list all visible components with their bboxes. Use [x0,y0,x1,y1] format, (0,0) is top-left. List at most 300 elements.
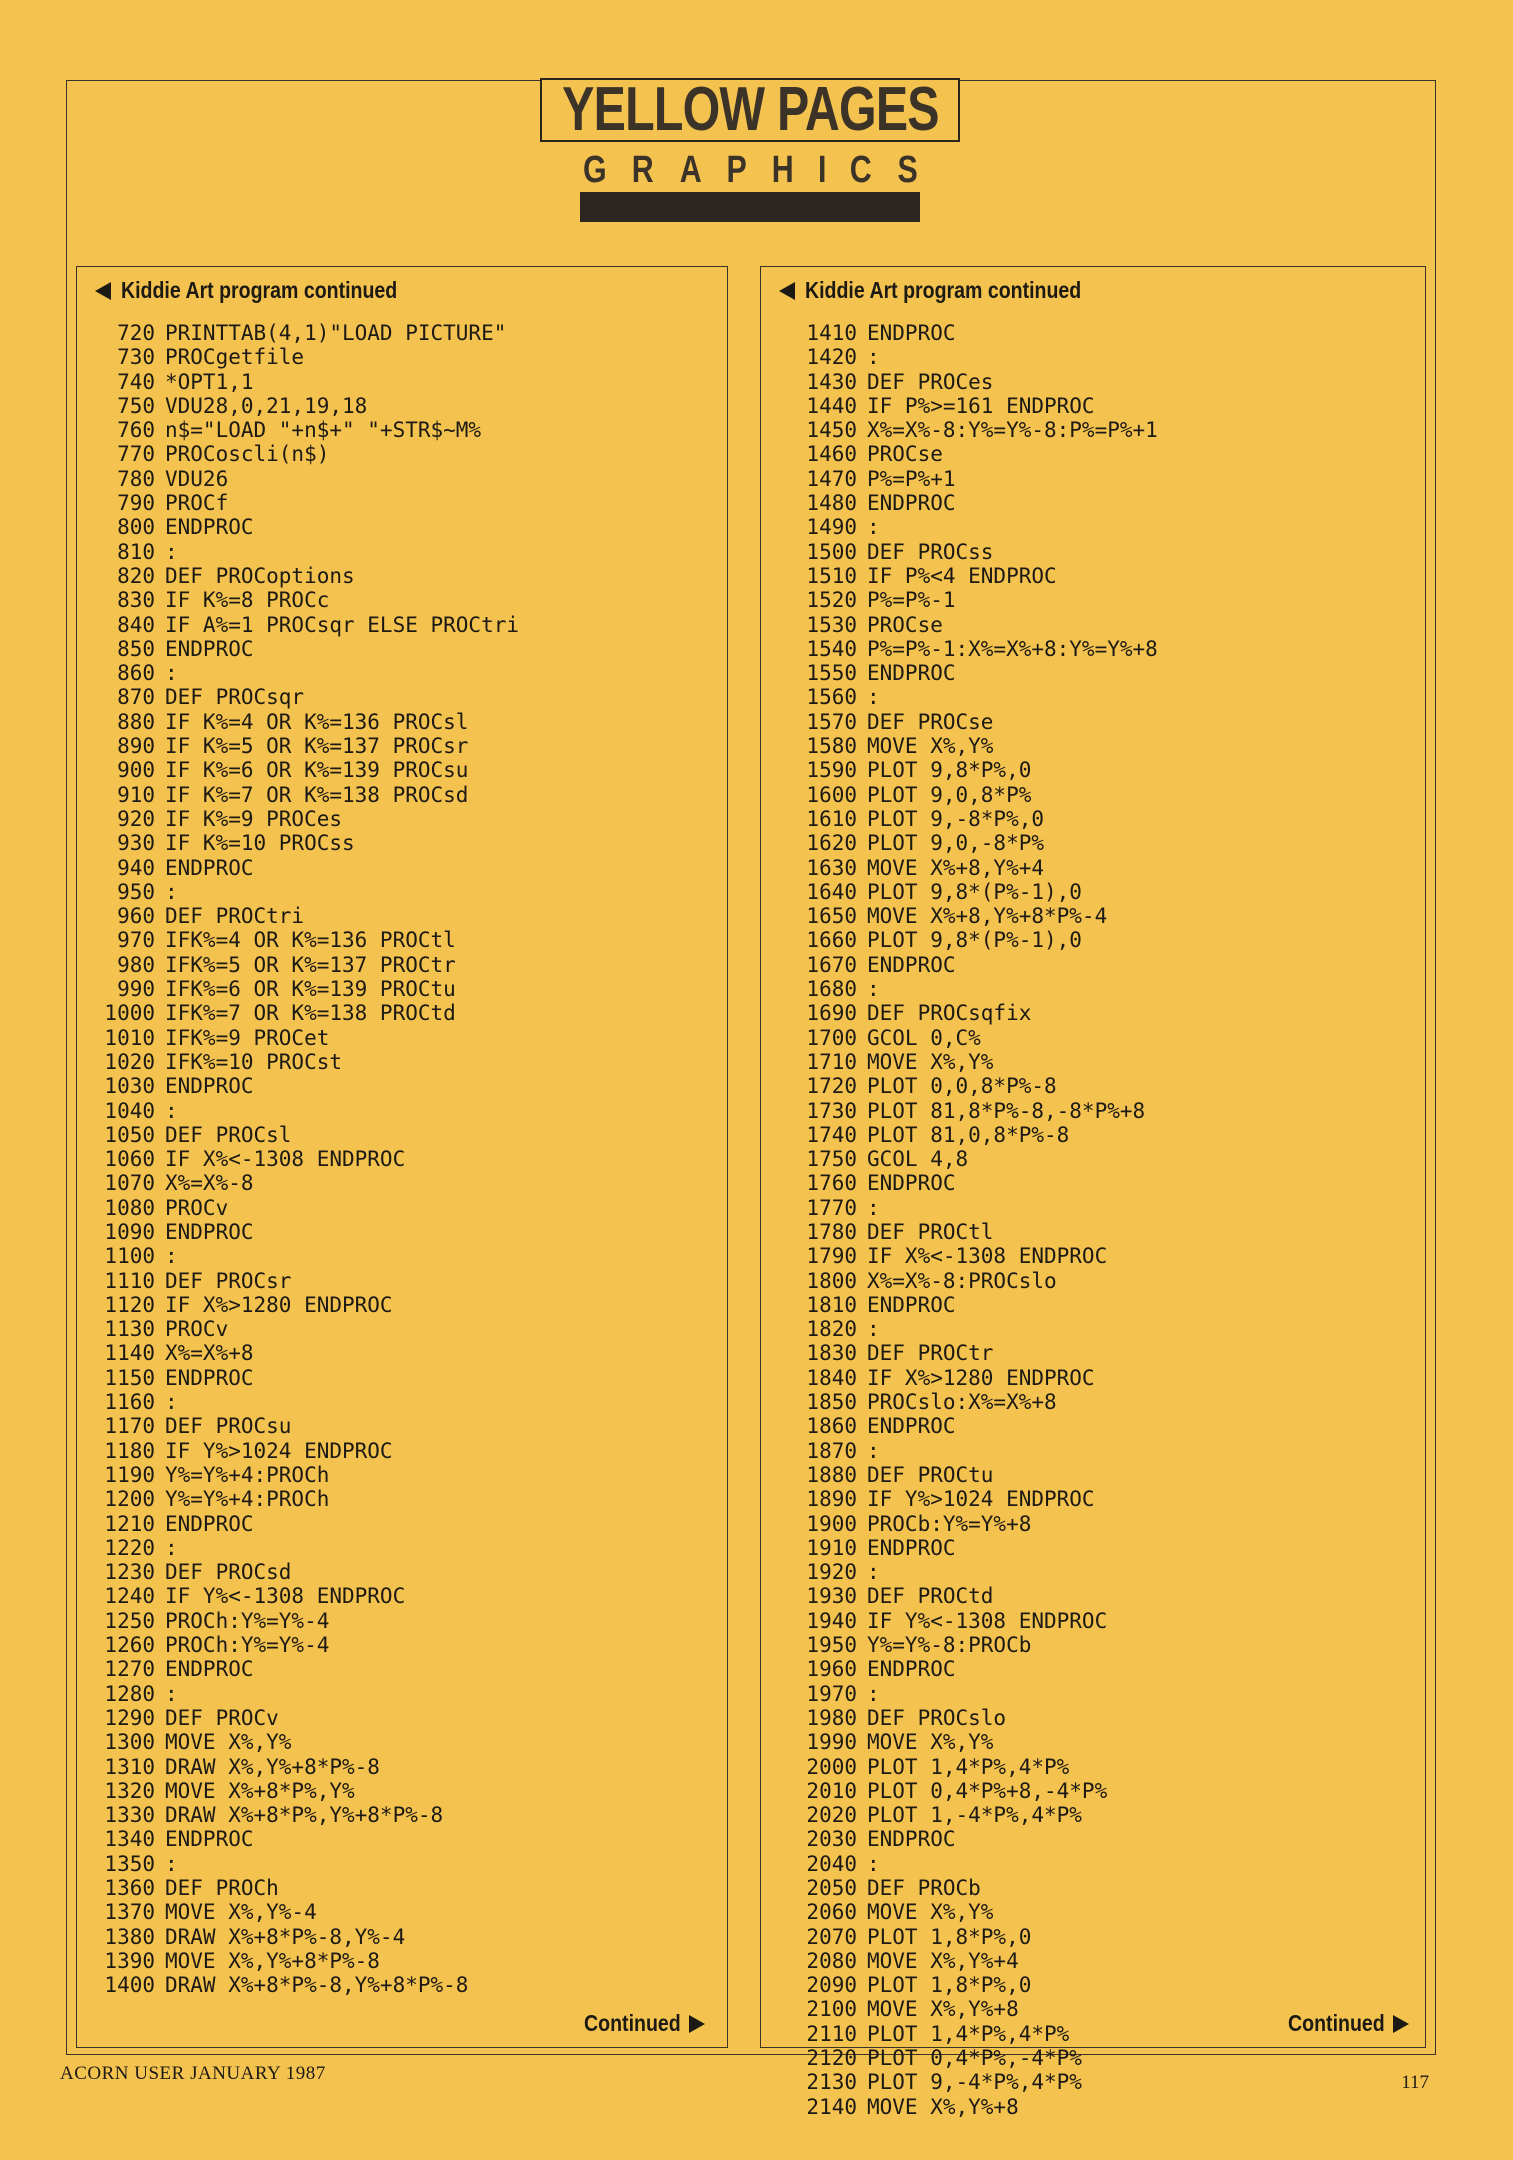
code-line [785,1900,1158,1924]
line-code: IF X%<-1308 ENDPROC [867,1244,1108,1269]
line-code: : [867,345,880,370]
code-line [785,1827,1158,1851]
code-line [785,1803,1158,1827]
code-line [785,1099,1158,1123]
line-number: 1260 [104,1633,155,1658]
code-line [83,1730,519,1754]
code-line [83,904,519,928]
line-code: ENDPROC [867,1292,956,1317]
line-code: DEF PROCtr [867,1341,994,1366]
line-code: P%=P%+1 [867,466,956,491]
line-code: DEF PROCtl [867,1219,994,1244]
line-number: 2070 [806,1924,857,1949]
line-code: Y%=Y%+4:PROCh [165,1487,330,1512]
line-number: 1400 [104,1973,155,1998]
code-line [785,345,1158,369]
line-code: MOVE X%,Y%+8 [867,1997,1019,2022]
line-number: 1740 [806,1122,857,1147]
right-column-title: Kiddie Art program continued [805,277,1082,303]
line-code: : [867,515,880,540]
line-code: : [165,1535,178,1560]
code-line [83,1755,519,1779]
code-line [785,394,1158,418]
line-code: IFK%=5 OR K%=137 PROCtr [165,952,456,977]
code-line [785,758,1158,782]
line-number: 890 [117,734,155,759]
line-number: 820 [117,563,155,588]
line-code: P%=P%-1 [867,588,956,613]
line-code: : [867,1317,880,1342]
line-number: 1590 [806,758,857,783]
code-line [83,394,519,418]
line-number: 1220 [104,1535,155,1560]
line-number: 1250 [104,1608,155,1633]
line-number: 850 [117,636,155,661]
line-number: 1690 [806,1001,857,1026]
line-code: ENDPROC [867,1657,956,1682]
line-number: 760 [117,418,155,443]
masthead-title: YELLOW PAGES [561,75,939,144]
code-line [785,1949,1158,1973]
code-line [785,1463,1158,1487]
line-number: 1550 [806,661,857,686]
line-code: ENDPROC [165,1827,254,1852]
line-number: 1190 [104,1462,155,1487]
line-code: PLOT 1,8*P%,0 [867,1973,1032,1998]
code-line [785,1050,1158,1074]
line-code: PLOT 9,0,8*P% [867,782,1032,807]
line-code: DEF PROCtd [867,1584,994,1609]
code-line [785,1366,1158,1390]
line-code: ENDPROC [165,1074,254,1099]
line-number: 2120 [806,2046,857,2071]
line-code: IF K%=5 OR K%=137 PROCsr [165,734,469,759]
code-line [83,1633,519,1657]
code-line [785,515,1158,539]
code-line [785,1706,1158,1730]
code-line [785,1560,1158,1584]
line-code: PLOT 9,-8*P%,0 [867,806,1045,831]
line-number: 1300 [104,1730,155,1755]
line-number: 1520 [806,588,857,613]
code-line [785,613,1158,637]
line-code: : [867,1438,880,1463]
code-line [83,1099,519,1123]
line-number: 2080 [806,1948,857,1973]
line-code: X%=X%-8:PROCslo [867,1268,1057,1293]
code-line [785,783,1158,807]
code-line [785,1852,1158,1876]
line-number: 1270 [104,1657,155,1682]
code-line [83,831,519,855]
code-line [785,856,1158,880]
code-line [83,977,519,1001]
line-code: ENDPROC [867,321,956,345]
line-number: 1650 [806,904,857,929]
line-code: PROCv [165,1195,229,1220]
left-column-header [95,277,446,304]
code-line [785,1147,1158,1171]
code-line [785,1414,1158,1438]
code-line [785,1584,1158,1608]
line-number: 930 [117,831,155,856]
code-line [83,1852,519,1876]
publication-footer: ACORN USER JANUARY 1987 [60,2063,326,2084]
line-number: 1880 [806,1462,857,1487]
arrow-left-icon [779,282,795,300]
line-number: 780 [117,466,155,491]
line-number: 1380 [104,1924,155,1949]
code-line [785,1997,1158,2021]
line-code: MOVE X%,Y%+4 [867,1948,1019,1973]
line-code: P%=P%-1:X%=X%+8:Y%=Y%+8 [867,636,1158,661]
code-line [83,442,519,466]
code-line [83,1560,519,1584]
line-code: PLOT 1,4*P%,4*P% [867,2021,1070,2046]
code-line [83,1779,519,1803]
code-line [785,710,1158,734]
line-number: 1440 [806,393,857,418]
masthead-box [540,75,960,144]
code-line [785,1682,1158,1706]
code-line [785,1657,1158,1681]
line-code: : [867,1195,880,1220]
section-letter: I [817,148,827,191]
line-number: 1570 [806,709,857,734]
line-number: 1890 [806,1487,857,1512]
code-line [83,1584,519,1608]
line-number: 960 [117,904,155,929]
line-number: 1040 [104,1098,155,1123]
line-number: 1460 [806,442,857,467]
line-code: DEF PROCh [165,1876,279,1900]
code-line [83,880,519,904]
line-code: IFK%=9 PROCet [165,1025,330,1050]
section-letter: H [772,148,795,191]
line-number: 1140 [104,1341,155,1366]
line-number: 1110 [104,1268,155,1293]
line-code: : [165,1390,178,1415]
line-number: 1410 [806,321,857,345]
line-code: PLOT 9,0,-8*P% [867,831,1045,856]
line-code: IF P%>=161 ENDPROC [867,393,1095,418]
line-number: 1790 [806,1244,857,1269]
line-code: IF X%>1280 ENDPROC [165,1292,393,1317]
code-line [83,661,519,685]
line-code: : [165,1244,178,1269]
code-line [83,685,519,709]
line-number: 1670 [806,952,857,977]
line-number: 1230 [104,1560,155,1585]
code-line [785,1876,1158,1900]
line-number: 1820 [806,1317,857,1342]
line-number: 980 [117,952,155,977]
line-number: 2060 [806,1900,857,1925]
line-number: 790 [117,491,155,516]
code-line [785,1536,1158,1560]
line-code: PROCv [165,1317,229,1342]
line-code: : [165,1681,178,1706]
line-code: MOVE X%,Y%-4 [165,1900,317,1925]
line-code: DRAW X%+8*P%,Y%+8*P%-8 [165,1803,444,1828]
code-line [785,1341,1158,1365]
line-number: 1090 [104,1219,155,1244]
line-number: 1450 [806,418,857,443]
line-code: PLOT 9,-4*P%,4*P% [867,2070,1082,2095]
line-code: PLOT 0,4*P%,-4*P% [867,2046,1082,2071]
code-line [785,685,1158,709]
code-line [785,1293,1158,1317]
code-line [83,1390,519,1414]
code-line [83,1001,519,1025]
code-line [785,491,1158,515]
code-line [83,1244,519,1268]
line-number: 1330 [104,1803,155,1828]
code-line [83,467,519,491]
line-number: 1130 [104,1317,155,1342]
line-code: PLOT 1,8*P%,0 [867,1924,1032,1949]
line-number: 860 [117,661,155,686]
line-code: X%=X%-8 [165,1171,254,1196]
code-line [785,467,1158,491]
code-line [83,321,519,345]
line-code: IFK%=10 PROCst [165,1049,343,1074]
code-line [785,442,1158,466]
line-number: 1960 [806,1657,857,1682]
code-line [83,1317,519,1341]
code-line [83,515,519,539]
left-continued [567,2010,705,2037]
line-number: 2000 [806,1754,857,1779]
code-line [83,1074,519,1098]
line-number: 1150 [104,1365,155,1390]
line-code: PLOT 9,8*(P%-1),0 [867,879,1082,904]
line-code: GCOL 4,8 [867,1147,969,1172]
code-line [785,2070,1158,2094]
line-code: IF X%<-1308 ENDPROC [165,1147,406,1172]
line-code: MOVE X%,Y% [867,734,994,759]
code-line [83,1973,519,1997]
code-line [785,734,1158,758]
line-code: DEF PROCslo [867,1705,1007,1730]
line-number: 1620 [806,831,857,856]
line-number: 940 [117,855,155,880]
line-code: ENDPROC [867,491,956,516]
line-code: PROCf [165,491,229,516]
code-line [83,418,519,442]
code-line [83,1827,519,1851]
line-code: PROCb:Y%=Y%+8 [867,1511,1032,1536]
line-number: 970 [117,928,155,953]
code-line [785,1123,1158,1147]
left-column-title: Kiddie Art program continued [121,277,398,303]
line-code: PROCoscli(n$) [165,442,330,467]
code-line [785,1244,1158,1268]
line-number: 800 [117,515,155,540]
line-code: ENDPROC [867,1414,956,1439]
line-number: 1480 [806,491,857,516]
code-line [785,1074,1158,1098]
line-number: 1720 [806,1074,857,1099]
line-code: MOVE X%,Y% [867,1049,994,1074]
code-line [83,370,519,394]
code-line [83,1925,519,1949]
line-code: DEF PROCsd [165,1560,292,1585]
code-line [83,734,519,758]
code-line [83,491,519,515]
right-code-listing [785,321,1158,2119]
line-code: IFK%=7 OR K%=138 PROCtd [165,1001,456,1026]
line-number: 1920 [806,1560,857,1585]
code-line [83,1463,519,1487]
code-line [785,1390,1158,1414]
line-code: Y%=Y%+4:PROCh [165,1462,330,1487]
line-number: 1700 [806,1025,857,1050]
code-line [83,1949,519,1973]
code-line [83,1487,519,1511]
line-code: : [867,1681,880,1706]
code-line [785,418,1158,442]
left-listing-panel [76,266,728,2048]
line-code: : [165,661,178,686]
line-number: 720 [117,321,155,345]
line-number: 1030 [104,1074,155,1099]
line-number: 1780 [806,1219,857,1244]
line-code: : [867,1560,880,1585]
line-code: PROCgetfile [165,345,305,370]
line-code: PROCh:Y%=Y%-4 [165,1633,330,1658]
line-number: 1170 [104,1414,155,1439]
line-code: DEF PROCtri [165,904,305,929]
line-code: IF Y%<-1308 ENDPROC [867,1608,1108,1633]
code-line [83,1682,519,1706]
line-number: 1240 [104,1584,155,1609]
code-line [785,321,1158,345]
code-line [83,1050,519,1074]
line-code: Y%=Y%-8:PROCb [867,1633,1032,1658]
line-number: 1730 [806,1098,857,1123]
line-code: GCOL 0,C% [867,1025,981,1050]
line-number: 1870 [806,1438,857,1463]
line-number: 1310 [104,1754,155,1779]
line-number: 870 [117,685,155,710]
code-line [785,2095,1158,2119]
line-number: 1360 [104,1876,155,1900]
line-number: 1910 [806,1535,857,1560]
code-line [785,977,1158,1001]
line-number: 2110 [806,2021,857,2046]
code-line [83,564,519,588]
left-code-listing [83,321,519,1997]
code-line [83,1414,519,1438]
line-number: 1810 [806,1292,857,1317]
code-line [83,1876,519,1900]
code-line [785,1609,1158,1633]
line-code: VDU26 [165,466,229,491]
line-code: DEF PROCes [867,369,994,394]
section-label [580,150,920,190]
line-number: 880 [117,709,155,734]
line-number: 1390 [104,1948,155,1973]
code-line [785,1220,1158,1244]
section-letter: S [897,148,918,191]
line-number: 1070 [104,1171,155,1196]
code-line [83,928,519,952]
line-number: 1470 [806,466,857,491]
code-line [83,1293,519,1317]
code-line [83,1026,519,1050]
code-line [785,2046,1158,2070]
code-line [785,1633,1158,1657]
line-code: MOVE X%,Y% [867,1900,994,1925]
left-continued-label: Continued [584,2010,681,2036]
code-line [83,807,519,831]
code-line [785,564,1158,588]
line-number: 1350 [104,1851,155,1876]
line-code: DEF PROCse [867,709,994,734]
code-line [785,1269,1158,1293]
code-line [83,1147,519,1171]
line-number: 910 [117,782,155,807]
code-line [83,1269,519,1293]
section-letter: G [582,148,607,191]
line-code: ENDPROC [867,661,956,686]
arrow-left-icon [95,282,111,300]
line-number: 1850 [806,1390,857,1415]
line-code: PROCse [867,442,943,467]
line-code: IF A%=1 PROCsqr ELSE PROCtri [165,612,520,637]
line-number: 2140 [806,2094,857,2119]
line-code: n$="LOAD "+n$+" "+STR$~M% [165,418,482,443]
code-line [785,1001,1158,1025]
line-code: : [867,977,880,1002]
line-number: 1860 [806,1414,857,1439]
line-number: 1990 [806,1730,857,1755]
line-code: DRAW X%,Y%+8*P%-8 [165,1754,380,1779]
line-code: PROCse [867,612,943,637]
line-code: IF Y%<-1308 ENDPROC [165,1584,406,1609]
line-code: DEF PROCss [867,539,994,564]
line-number: 2090 [806,1973,857,1998]
line-number: 2100 [806,1997,857,2022]
line-code: MOVE X%+8,Y%+8*P%-4 [867,904,1108,929]
line-code: ENDPROC [165,1219,254,1244]
line-number: 1610 [806,806,857,831]
line-code: PLOT 1,4*P%,4*P% [867,1754,1070,1779]
code-line [83,1900,519,1924]
line-number: 1010 [104,1025,155,1050]
code-line [785,588,1158,612]
section-letter: A [679,148,702,191]
section-letter: R [632,148,655,191]
line-code: ENDPROC [165,1657,254,1682]
line-number: 830 [117,588,155,613]
line-number: 1490 [806,515,857,540]
code-line [83,783,519,807]
line-code: IF K%=4 OR K%=136 PROCsl [165,709,469,734]
line-number: 1660 [806,928,857,953]
code-line [83,953,519,977]
line-code: DRAW X%+8*P%-8,Y%+8*P%-8 [165,1973,469,1998]
line-number: 1420 [806,345,857,370]
line-code: DEF PROCv [165,1705,279,1730]
line-number: 2020 [806,1803,857,1828]
line-code: PLOT 0,4*P%+8,-4*P% [867,1778,1108,1803]
code-line [785,1171,1158,1195]
right-column-header [779,277,1130,304]
line-code: DEF PROCsqr [165,685,305,710]
code-line [83,1220,519,1244]
